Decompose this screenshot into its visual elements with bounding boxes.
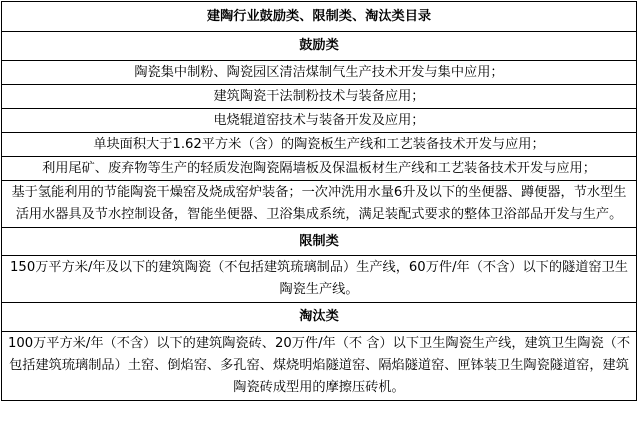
encourage-item-5: 利用尾矿、废弃物等生产的轻质发泡陶瓷隔墙板及保温板材生产线和工艺装备技术开发与应用；: [2, 157, 637, 181]
catalog-table: [1, 1, 637, 401]
restrict-item-1: 150万平方米/年及以下的建筑陶瓷（不包括建筑琉璃制品）生产线，60万件/年（不含）以下的隧道窑卫生陶瓷生产线。: [2, 256, 637, 303]
encourage-item-3: 电烧辊道窑技术与装备开发及应用；: [2, 109, 637, 133]
eliminate-item-1: 100万平方米/年（不含）以下的建筑陶瓷砖、20万件/年（不 含）以下卫生陶瓷生产线，建筑卫生陶瓷（不包括建筑琉璃制品）土窑、倒焰窑、多孔窑、煤烧明焰隧道窑、隔焰隧道窑、匣钵装卫生陶瓷隧道窑，建筑陶瓷砖成型用的摩擦压砖机。: [2, 332, 637, 401]
section-heading-restrict: 限制类: [2, 228, 637, 256]
section-header-row: [2, 303, 637, 332]
title-row: [2, 2, 637, 32]
encourage-item-2: 建筑陶瓷干法制粉技术与装备应用；: [2, 85, 637, 109]
table-row: [2, 61, 637, 85]
section-heading-encourage: 鼓励类: [2, 32, 637, 61]
table-row: [2, 181, 637, 228]
section-header-row: [2, 32, 637, 61]
table-row: [2, 332, 637, 401]
table-row: [2, 133, 637, 157]
catalog-title: 建陶行业鼓励类、限制类、淘汰类目录: [2, 2, 637, 32]
encourage-item-1: 陶瓷集中制粉、陶瓷园区清洁煤制气生产技术开发与集中应用；: [2, 61, 637, 85]
section-header-row: [2, 228, 637, 256]
table-row: [2, 157, 637, 181]
encourage-item-4: 单块面积大于1.62平方米（含）的陶瓷板生产线和工艺装备技术开发与应用；: [2, 133, 637, 157]
section-heading-eliminate: 淘汰类: [2, 303, 637, 332]
table-row: [2, 85, 637, 109]
table-row: [2, 256, 637, 303]
encourage-item-6: 基于氢能利用的节能陶瓷干燥窑及烧成窑炉装备；一次冲洗用水量6升及以下的坐便器、蹲便器，节水型生活用水器具及节水控制设备，智能坐便器、卫浴集成系统，满足装配式要求的整体卫浴部品开发与生产。: [2, 181, 637, 228]
table-row: [2, 109, 637, 133]
